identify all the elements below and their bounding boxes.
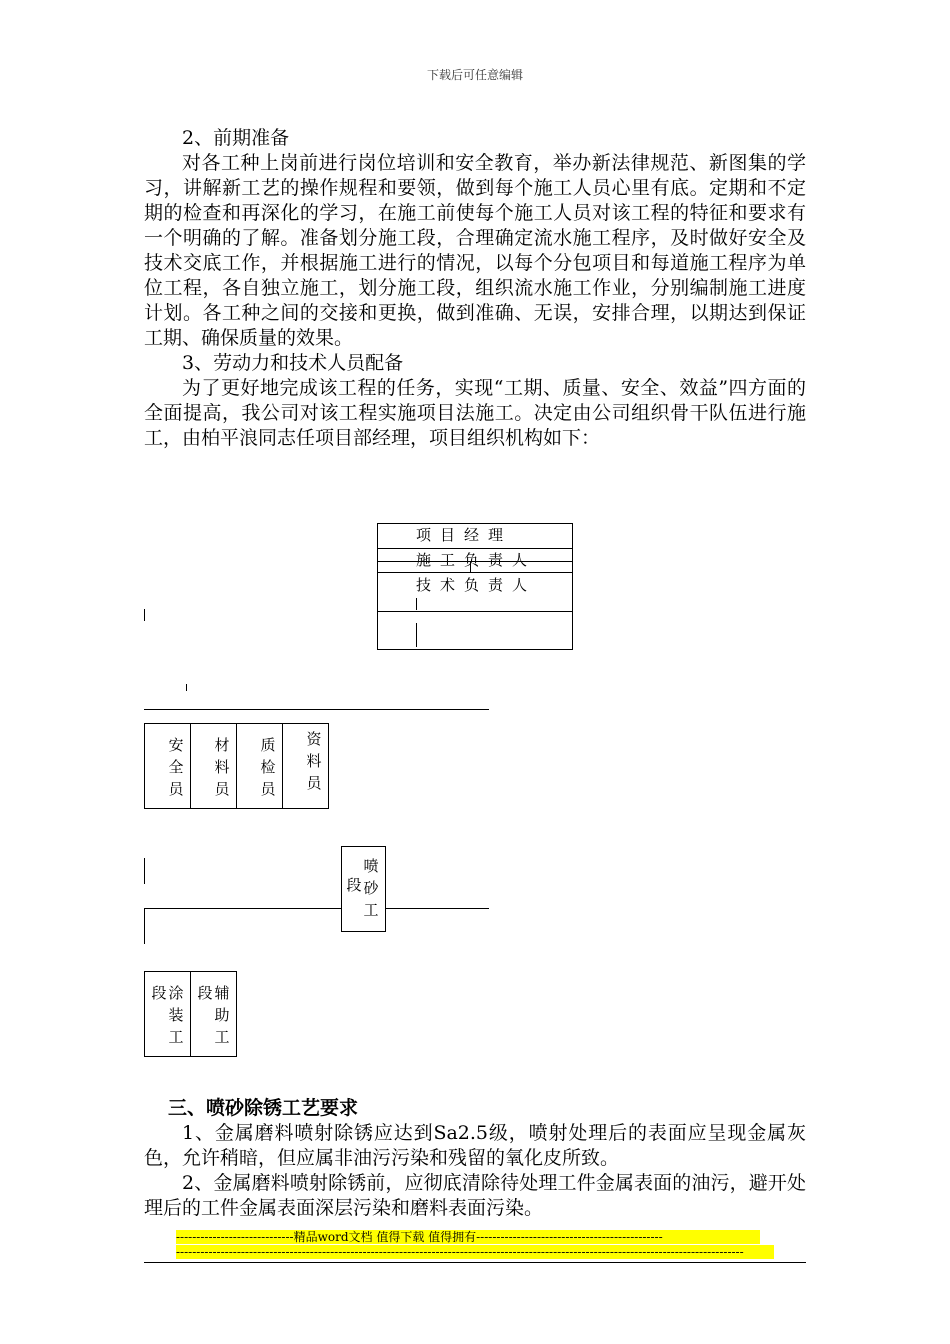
org-crew-box: [190, 971, 237, 1057]
org-painter: 涂装工: [168, 984, 184, 1046]
org-connector: [144, 858, 145, 884]
org-staff-box: [282, 723, 329, 809]
org-staff-bus: [144, 709, 489, 710]
org-connector: [416, 623, 417, 647]
org-staff-box: [190, 723, 237, 809]
org-materials-officer: 材料员: [214, 736, 230, 798]
org-safety-officer: 安全员: [168, 736, 184, 798]
org-connector: [144, 609, 145, 621]
header-note: 下载后可任意编辑: [426, 68, 523, 82]
org-crew-bus: [144, 908, 489, 909]
chapter3-title: 三、喷砂除锈工艺要求: [168, 1097, 359, 1119]
chapter3-item2: 2、金属磨料喷射除锈前，应彻底清除待处理工件金属表面的油污，避开处理后的工件金属表面深层污染和磨料表面污染。: [144, 1172, 806, 1219]
footer-dashes: --------------------------------------------------------------------------------------------------------------------------------------------: [176, 1245, 774, 1259]
org-crew-box: [144, 971, 191, 1057]
org-connector: [416, 598, 417, 610]
section-preparation: [144, 126, 806, 451]
org-divider: [377, 611, 573, 612]
org-divider: [377, 572, 573, 573]
org-sandblast-box: [341, 846, 386, 932]
org-connector: [186, 684, 187, 691]
org-crew-prefix: 段: [197, 984, 213, 1002]
org-quality-inspector: 质检员: [260, 736, 276, 798]
org-staff-box: [236, 723, 283, 809]
section3-title: 3、劳动力和技术人员配备: [182, 352, 404, 374]
org-crew-prefix: 段: [151, 984, 167, 1002]
org-technical-lead: 技术负责人: [416, 576, 537, 594]
org-sandblast-prefix: 段: [346, 876, 362, 894]
org-connector: [144, 908, 145, 944]
section3-paragraph: 为了更好地完成该工程的任务，实现“工期、质量、安全、效益”四方面的全面提高，我公司对该工程实施项目法施工。决定由公司组织骨干队伍进行施工，由柏平浪同志任项目部经理，项目组织机构如下：: [144, 377, 806, 449]
section2-title: 2、前期准备: [182, 127, 290, 149]
org-records-officer: 资料员: [306, 730, 322, 792]
section-sandblasting: [144, 1096, 806, 1221]
section2-paragraph: 对各工种上岗前进行岗位培训和安全教育，举办新法律规范、新图集的学习，讲解新工艺的操作规程和要领，做到每个施工人员心里有底。定期和不定期的检查和再深化的学习，在施工前使每个施工人员对该工程的特征和要求有一个明确的了解。准备划分施工段，合理确定流水施工程序，及时做好安全及技术交底工作，并根据施工进行的情况，以每个分包项目和每道施工程序为单位工程，各自独立施工，划分施工段，组织流水施工作业，分别编制施工进度计划。各工种之间的交接和更换，做到准确、无误，安排合理，以期达到保证工期、确保质量的效果。: [144, 152, 806, 349]
org-assistant: 辅助工: [214, 984, 230, 1046]
chapter3-item1: 1、金属磨料喷射除锈应达到Sa2.5级，喷射处理后的表面应呈现金属灰色，允许稍暗，但应属非油污污染和残留的氧化皮所致。: [144, 1122, 806, 1169]
org-staff-box: [144, 723, 191, 809]
org-construction-lead: 施工负责人: [416, 551, 537, 569]
footer-rule: [144, 1262, 806, 1263]
footer-banner: -----------------------------精品word文档 值得下载 值得拥有----------------------------------------------: [176, 1230, 760, 1244]
org-sandblaster: 喷砂工: [363, 857, 379, 919]
org-project-manager: 项目经理: [416, 526, 513, 544]
